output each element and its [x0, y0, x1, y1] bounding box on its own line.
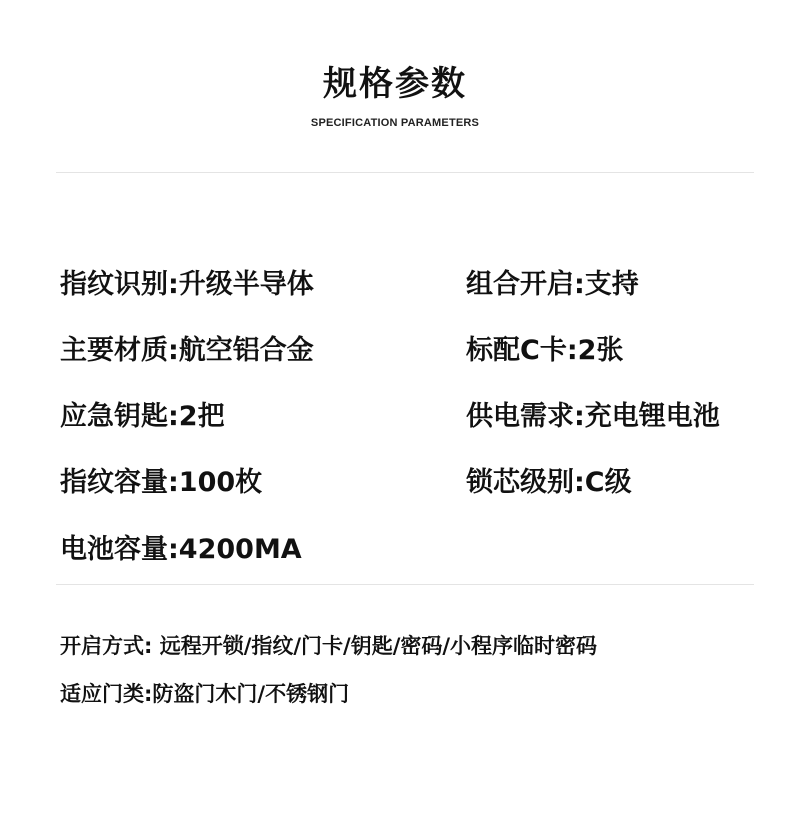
spec-battery-capacity: 电池容量:4200MA: [60, 534, 302, 565]
note-unlock-methods: 开启方式: 远程开锁/指纹/门卡/钥匙/密码/小程序临时密码: [60, 634, 598, 658]
spec-main-material: 主要材质:航空铝合金: [60, 335, 314, 366]
top-divider: [56, 172, 754, 173]
spec-power-supply: 供电需求:充电锂电池: [466, 401, 720, 432]
spec-fingerprint-recognition: 指纹识别:升级半导体: [60, 269, 314, 300]
spec-lock-cylinder-level: 锁芯级别:C级: [466, 467, 632, 498]
spec-emergency-keys: 应急钥匙:2把: [60, 401, 225, 432]
page-title: 规格参数: [323, 64, 467, 104]
note-applicable-doors: 适应门类:防盗门木门/不锈钢门: [60, 682, 350, 706]
spec-combined-unlock: 组合开启:支持: [466, 269, 639, 300]
page-subtitle: SPECIFICATION PARAMETERS: [310, 117, 480, 129]
spec-standard-c-card: 标配C卡:2张: [466, 335, 624, 366]
bottom-divider: [56, 584, 754, 585]
spec-fingerprint-capacity: 指纹容量:100枚: [60, 467, 263, 498]
